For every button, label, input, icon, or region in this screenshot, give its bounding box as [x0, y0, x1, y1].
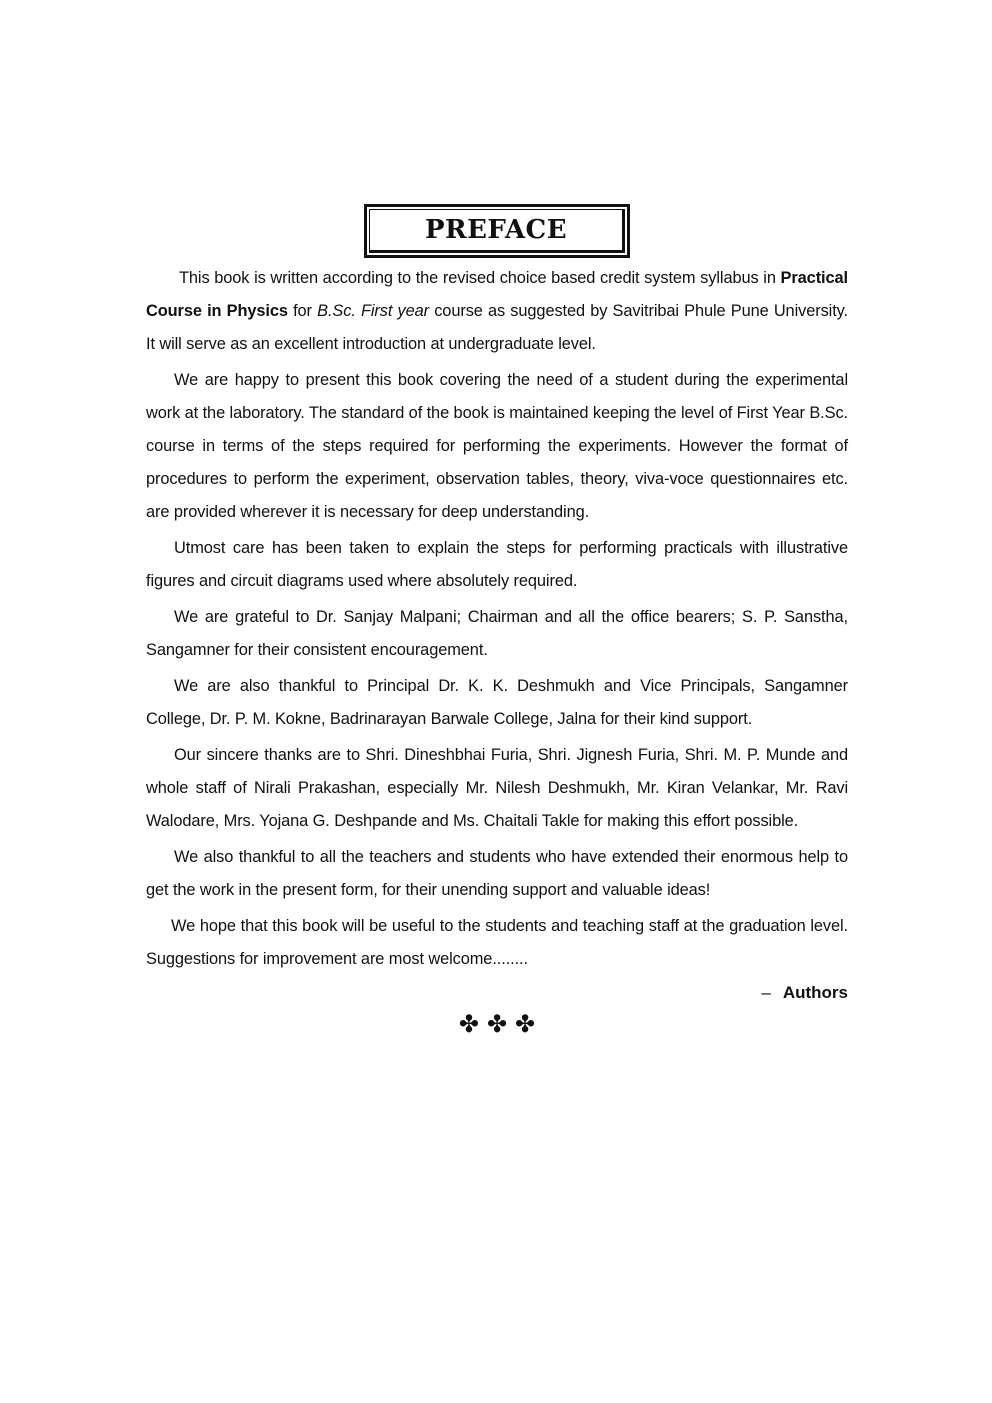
paragraph-closing: We hope that this book will be useful to the students and teaching staff at the graduation level. Suggestions for improvement are most welcome........ [146, 917, 848, 968]
title-inner-frame [369, 209, 625, 253]
paragraph-intro [146, 262, 848, 361]
paragraph-thanks-publisher: Our sincere thanks are to Shri. Dineshbhai Furia, Shri. Jignesh Furia, Shri. M. P. Munde and whole staff of Nirali Prakashan, especially Mr. Nilesh Deshmukh, Mr. Kiran Velankar, Mr. Ravi Walodare, Mrs. Yojana G. Deshpande and Ms. Chaitali Takle for making this effort possible. [146, 746, 848, 830]
signature-dash: – [761, 983, 771, 1002]
signature [146, 979, 848, 1007]
title-container [146, 204, 848, 258]
intro-text-b: for [287, 302, 318, 320]
signature-name: Authors [782, 983, 848, 1002]
intro-text-a: This book is written according to the revised choice based credit system syllabus in [179, 269, 781, 287]
paragraph-thanks-principals: We are also thankful to Principal Dr. K. K. Deshmukh and Vice Principals, Sangamner College, Dr. P. M. Kokne, Badrinarayan Barwale College, Jalna for their kind support. [146, 677, 848, 728]
paragraph-care: Utmost care has been taken to explain the steps for performing practicals with illustrative figures and circuit diagrams used where absolutely required. [146, 539, 848, 590]
preface-page [146, 204, 848, 1039]
course-level: B.Sc. First year [317, 302, 430, 320]
paragraph-gratitude-chairman: We are grateful to Dr. Sanjay Malpani; Chairman and all the office bearers; S. P. Sanstha, Sangamner for their consistent encouragement. [146, 608, 848, 659]
course-title: Practical Course in Physics [146, 269, 848, 320]
flower-ornament-icon: ✤✤✤ [458, 1010, 544, 1038]
page-title: PREFACE [424, 215, 568, 245]
intro-text-c: course as suggested by Savitribai Phule Pune University. It will serve as an excellent introduction at undergraduate level. [146, 302, 849, 353]
paragraph-thanks-teachers: We also thankful to all the teachers and students who have extended their enormous help to get the work in the present form, for their unending support and valuable ideas! [146, 848, 848, 899]
paragraph-purpose: We are happy to present this book covering the need of a student during the experimental work at the laboratory. The standard of the book is maintained keeping the level of First Year B.Sc. course in terms of the steps required for performing the experiments. However the format of procedures to perform the experiment, observation tables, theory, viva-voce questionnaires etc. are provided wherever it is necessary for deep understanding. [146, 371, 848, 521]
title-box [364, 204, 630, 258]
